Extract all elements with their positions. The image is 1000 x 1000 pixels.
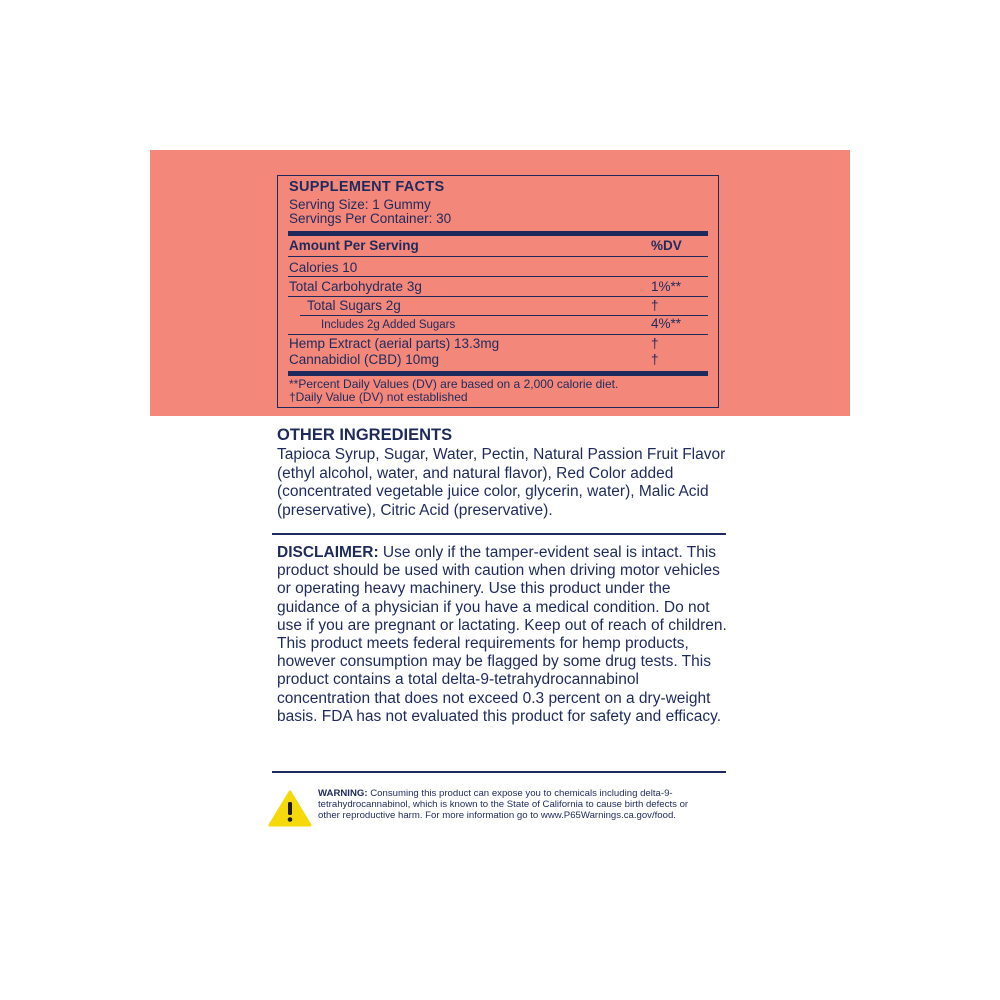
amount-header-row: [289, 239, 707, 255]
warning-text: Consuming this product can expose you to chemicals including delta-9-tetrahydrocannabinol, which is known to the State of California to cause birth defects or other reproductive harm. For more information go to www.P65Warnings.ca.gov/food.: [318, 788, 689, 821]
thick-divider: [288, 371, 708, 376]
nutrient-name: Total Sugars 2g: [307, 298, 401, 313]
nutrient-dv: 1%**: [651, 279, 682, 294]
nutrient-dv: 4%**: [651, 316, 682, 331]
warning-title: WARNING:: [318, 788, 368, 799]
nutrient-name: Total Carbohydrate 3g: [289, 279, 422, 294]
nutrient-name: Calories 10: [289, 260, 358, 275]
facts-row-total-carbohydrate: [289, 280, 707, 296]
divider: [288, 256, 708, 257]
facts-row-hemp-extract: [289, 337, 707, 353]
other-ingredients-text: Tapioca Syrup, Sugar, Water, Pectin, Natural Passion Fruit Flavor (ethyl alcohol, water, and natural flavor), Red Color added (concentrated vegetable juice color, glycerin, water), Malic Acid (preservative), Citric Acid (preservative).: [277, 446, 726, 519]
nutrient-name: Includes 2g Added Sugars: [321, 319, 456, 331]
amount-per-serving-label: Amount Per Serving: [289, 238, 419, 253]
section-divider: [272, 771, 726, 773]
section-divider: [272, 533, 726, 535]
divider: [300, 315, 708, 316]
divider: [288, 334, 708, 335]
servings-per-container: Servings Per Container: 30: [289, 211, 452, 226]
prop65-warning: [318, 788, 698, 821]
facts-row-total-sugars: [289, 299, 707, 315]
facts-row-added-sugars: [289, 316, 707, 335]
nutrient-name: Hemp Extract (aerial parts) 13.3mg: [289, 336, 500, 351]
nutrient-dv: †: [651, 298, 659, 313]
nutrient-dv: †: [651, 336, 659, 351]
nutrient-name: Cannabidiol (CBD) 10mg: [289, 352, 440, 367]
thick-divider: [288, 231, 708, 236]
facts-row-cannabidiol: [289, 353, 707, 369]
disclaimer-block: [277, 544, 727, 726]
warning-triangle-icon: [268, 790, 312, 828]
other-ingredients-title: OTHER INGREDIENTS: [277, 426, 453, 444]
supplement-facts-title: SUPPLEMENT FACTS: [289, 179, 445, 195]
supplement-facts-panel: [277, 175, 719, 408]
footnote-percent-dv: **Percent Daily Values (DV) are based on a 2,000 calorie diet.: [289, 377, 619, 391]
disclaimer-title: DISCLAIMER:: [277, 544, 379, 561]
dv-header-label: %DV: [651, 238, 682, 253]
footnote-dv-not-established: †Daily Value (DV) not established: [289, 390, 468, 404]
divider: [288, 276, 708, 277]
disclaimer-text: Use only if the tamper-evident seal is intact. This product should be used with caution when driving motor vehicles or operating heavy machinery. Use this product under the guidance of a physician if you have a medical condition. Do not use if you are pregnant or lactating. Keep out of reach of children. This product meets federal requirements for hemp products, however consumption may be flagged by some drug tests. This product contains a total delta-9-tetrahydrocannabinol concentration that does not exceed 0.3 percent on a dry-weight basis. FDA has not evaluated this product for safety and efficacy.: [277, 544, 727, 725]
divider: [288, 296, 708, 297]
serving-size: Serving Size: 1 Gummy: [289, 197, 431, 212]
facts-row-calories: [289, 261, 707, 277]
nutrient-dv: †: [651, 352, 659, 367]
